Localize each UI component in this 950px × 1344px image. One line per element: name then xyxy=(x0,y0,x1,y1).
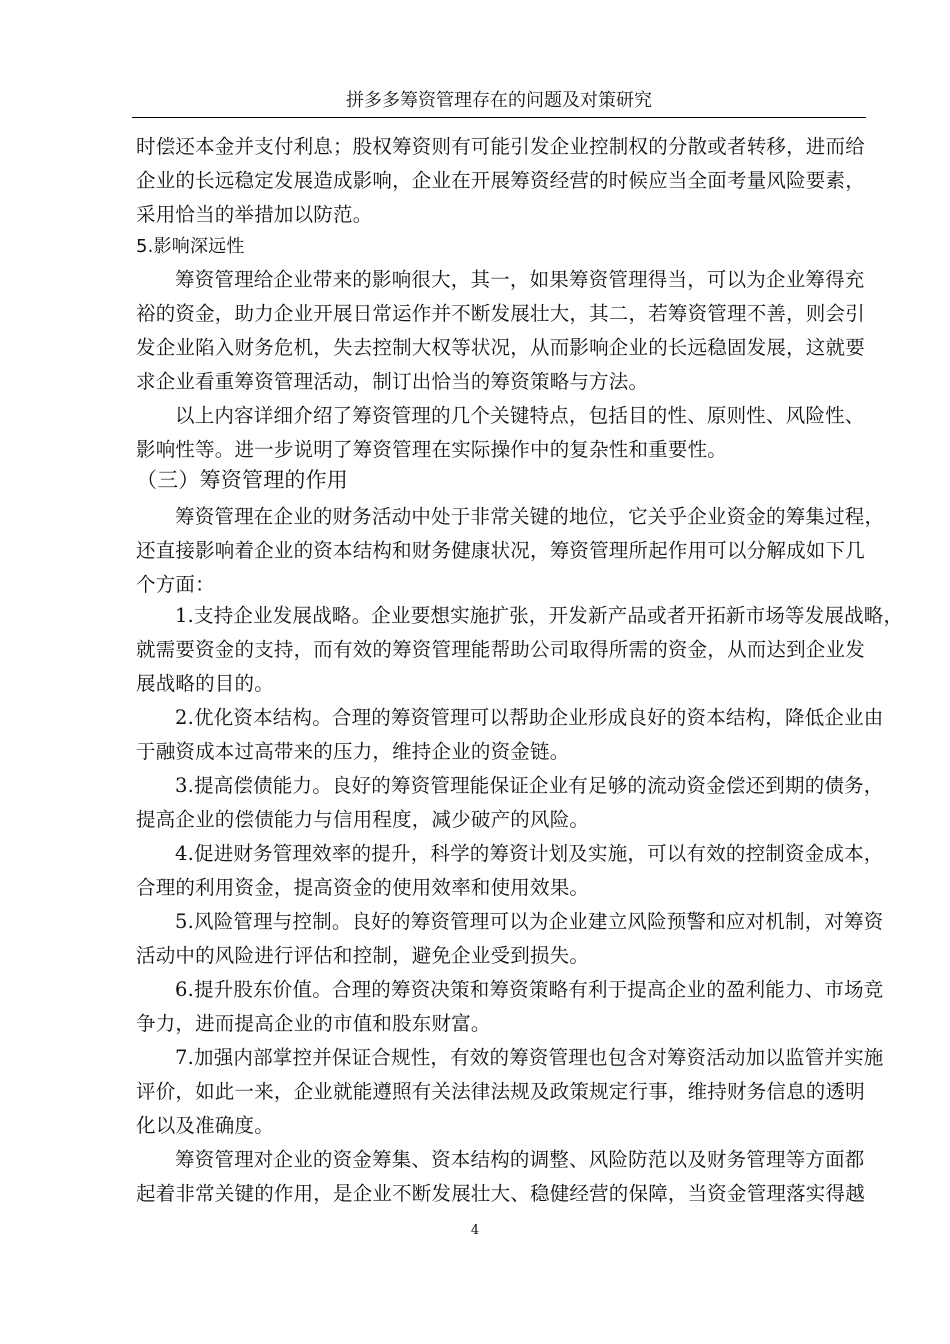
page-number: 4 xyxy=(470,1223,480,1238)
body-line: 活动中的风险进行评估和控制，避免企业受到损失。 xyxy=(136,944,590,967)
list-item: 7.加强内部掌控并保证合规性，有效的筹资管理也包含对筹资活动加以监管并实施 xyxy=(175,1046,884,1069)
body-line: 个方面： xyxy=(136,573,215,596)
body-line: 筹资管理给企业带来的影响很大，其一，如果筹资管理得当，可以为企业筹得充 xyxy=(175,268,865,291)
body-line: 还直接影响着企业的资本结构和财务健康状况，筹资管理所起作用可以分解成如下几 xyxy=(136,539,865,562)
subheading: 5.影响深远性 xyxy=(136,236,245,257)
list-item: 4.促进财务管理效率的提升，科学的筹资计划及实施，可以有效的控制资金成本， xyxy=(175,842,884,865)
body-line: 筹资管理对企业的资金筹集、资本结构的调整、风险防范以及财务管理等方面都 xyxy=(175,1148,865,1171)
body-line: 裕的资金，助力企业开展日常运作并不断发展壮大，其二，若筹资管理不善，则会引 xyxy=(136,302,865,325)
body-line: 采用恰当的举措加以防范。 xyxy=(136,203,373,226)
body-line: 展战略的目的。 xyxy=(136,672,274,695)
body-line: 化以及准确度。 xyxy=(136,1114,274,1137)
body-line: 就需要资金的支持，而有效的筹资管理能帮助公司取得所需的资金，从而达到企业发 xyxy=(136,638,865,661)
body-line: 求企业看重筹资管理活动，制订出恰当的筹资策略与方法。 xyxy=(136,370,649,393)
running-header: 拼多多筹资管理存在的问题及对策研究 xyxy=(132,90,866,118)
body-line: 合理的利用资金，提高资金的使用效率和使用效果。 xyxy=(136,876,590,899)
body-line: 筹资管理在企业的财务活动中处于非常关键的地位，它关乎企业资金的筹集过程， xyxy=(175,505,885,528)
body-line: 以上内容详细介绍了筹资管理的几个关键特点，包括目的性、原则性、风险性、 xyxy=(175,404,865,427)
body-line: 时偿还本金并支付利息；股权筹资则有可能引发企业控制权的分散或者转移，进而给 xyxy=(136,135,865,158)
list-item: 5.风险管理与控制。良好的筹资管理可以为企业建立风险预警和应对机制，对筹资 xyxy=(175,910,884,933)
list-item: 2.优化资本结构。合理的筹资管理可以帮助企业形成良好的资本结构，降低企业由 xyxy=(175,706,884,729)
list-item: 6.提升股东价值。合理的筹资决策和筹资策略有利于提高企业的盈利能力、市场竞 xyxy=(175,978,884,1001)
body-line: 提高企业的偿债能力与信用程度，减少破产的风险。 xyxy=(136,808,590,831)
body-line: 发企业陷入财务危机，失去控制大权等状况，从而影响企业的长远稳固发展，这就要 xyxy=(136,336,865,359)
list-item: 1.支持企业发展战略。企业要想实施扩张，开发新产品或者开拓新市场等发展战略， xyxy=(175,604,904,627)
body-line: 评价，如此一来，企业就能遵照有关法律法规及政策规定行事，维持财务信息的透明 xyxy=(136,1080,865,1103)
body-line: 企业的长远稳定发展造成影响，企业在开展筹资经营的时候应当全面考量风险要素， xyxy=(136,169,865,192)
list-item: 3.提高偿债能力。良好的筹资管理能保证企业有足够的流动资金偿还到期的债务， xyxy=(175,774,884,797)
body-line: 争力，进而提高企业的市值和股东财富。 xyxy=(136,1012,491,1035)
body-line: 于融资成本过高带来的压力，维持企业的资金链。 xyxy=(136,740,570,763)
section-heading: （三）筹资管理的作用 xyxy=(136,468,348,492)
body-line: 起着非常关键的作用，是企业不断发展壮大、稳健经营的保障，当资金管理落实得越 xyxy=(136,1182,865,1205)
body-line: 影响性等。进一步说明了筹资管理在实际操作中的复杂性和重要性。 xyxy=(136,438,728,461)
